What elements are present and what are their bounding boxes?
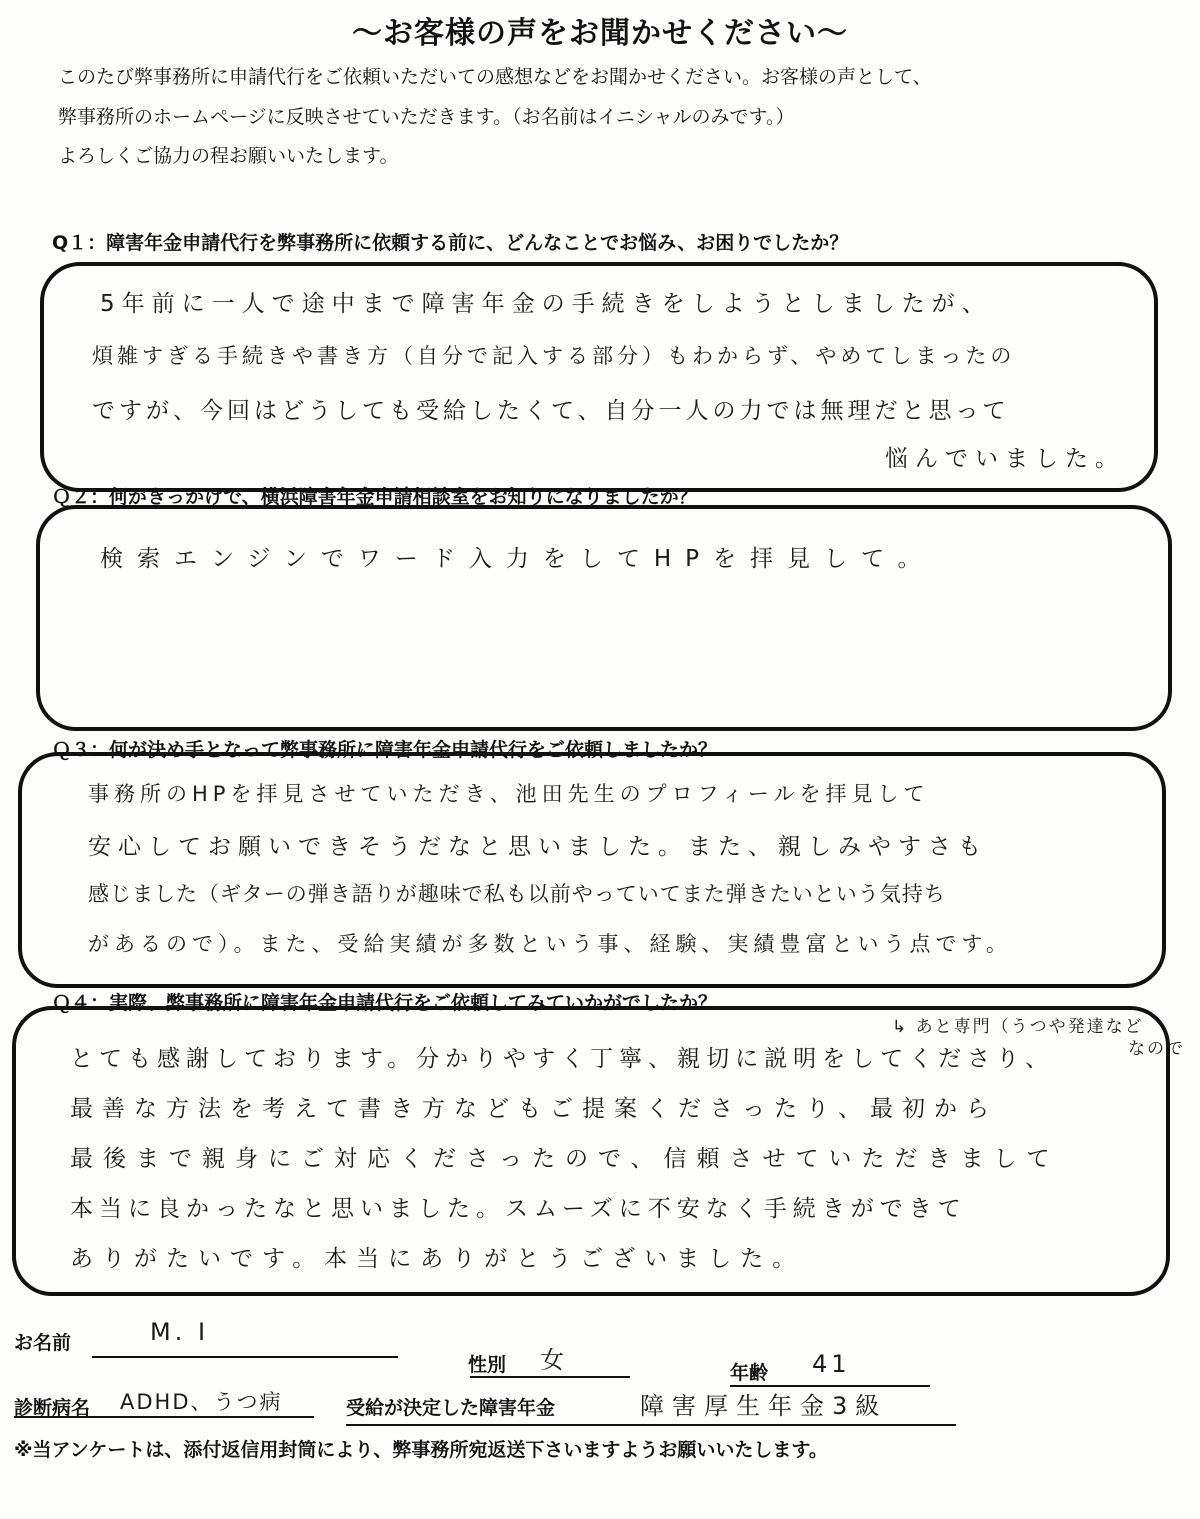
footnote: ※当アンケートは、添付返信用封筒により、弊事務所宛返送下さいますようお願いいたします。: [14, 1439, 828, 1461]
diagnosis-label: 診断病名: [14, 1397, 91, 1419]
answer-2-box: [36, 505, 1172, 731]
name-underline: [92, 1356, 398, 1358]
answer-4-line: とても感謝しております。分かりやすく丁寧、親切に説明をしてくださり、: [70, 1046, 1055, 1072]
name-label: お名前: [14, 1332, 72, 1354]
intro-line: よろしくご協力の程お願いいたします。: [58, 145, 399, 167]
sex-underline: [470, 1376, 630, 1378]
name-value: M. I: [150, 1318, 210, 1346]
question-1-label: Q１：障害年金申請代行を弊事務所に依頼する前に、どんなことでお悩み、お困りでしたか？: [52, 232, 849, 254]
age-value: 41: [812, 1350, 851, 1378]
age-label: 年齢: [730, 1362, 769, 1384]
answer-1-line: 5年前に一人で途中まで障害年金の手続きをしようとしましたが、: [100, 291, 992, 317]
answer-3-insert-note: なので: [1128, 1039, 1185, 1059]
pension-value: 障害厚生年金3級: [640, 1392, 888, 1420]
answer-3-line: があるので）。また、受給実績が多数という事、経験、実績豊富という点です。: [88, 932, 1012, 956]
answer-3-line: 感じました（ギターの弾き語りが趣味で私も以前やっていてまた弾きたいという気持ち: [88, 882, 946, 906]
answer-3-line: 安心してお願いできそうだなと思いました。また、親しみやすさも: [88, 834, 988, 860]
answer-4-line: ありがたいです。本当にありがとうございました。: [70, 1246, 805, 1272]
survey-title: ～お客様の声をお聞かせください～: [352, 16, 848, 51]
pension-label: 受給が決定した障害年金: [346, 1397, 556, 1419]
sex-label: 性別: [468, 1354, 507, 1376]
intro-line: このたび弊事務所に申請代行をご依頼いただいての感想などをお聞かせください。お客様の声として、: [58, 66, 932, 88]
answer-3-line: 事務所のHPを拝見させていただき、池田先生のプロフィールを拝見して: [88, 782, 930, 806]
diagnosis-value: ADHD、うつ病: [120, 1390, 283, 1414]
answer-1-line: 煩雑すぎる手続きや書き方（自分で記入する部分）もわからず、やめてしまったの: [92, 344, 1016, 368]
answer-1-line: 悩んでいました。: [885, 446, 1125, 472]
answer-2-line: 検索エンジンでワード入力をしてHPを拝見して。: [100, 546, 935, 572]
diagnosis-underline: [14, 1416, 314, 1418]
question-4-label: Ｑ４：実際、弊事務所に障害年金申請代行をご依頼してみていかがでしたか？: [52, 992, 718, 1014]
question-3-label: Ｑ３：何が決め手となって弊事務所に障害年金申請代行をご依頼しましたか？: [52, 739, 718, 761]
answer-4-line: 最善な方法を考えて書き方などもご提案くださったり、最初から: [70, 1096, 998, 1122]
answer-1-line: ですが、今回はどうしても受給したくて、自分一人の力では無理だと思って: [92, 398, 1010, 424]
answer-4-line: 最後まで親身にご対応くださったので、信頼させていただきまして: [70, 1146, 1060, 1172]
intro-line: 弊事務所のホームページに反映させていただきます。（お名前はイニシャルのみです。）: [58, 106, 795, 128]
sex-value: 女: [540, 1346, 568, 1374]
pension-underline: [346, 1424, 956, 1426]
answer-4-line: 本当に良かったなと思いました。スムーズに不安なく手続きができて: [70, 1196, 967, 1222]
answer-3-insert-note: ↳ あと専門（うつや発達など: [892, 1017, 1144, 1037]
question-2-label: Ｑ２：何がきっかけで、横浜障害年金申請相談室をお知りになりましたか？: [52, 486, 698, 508]
